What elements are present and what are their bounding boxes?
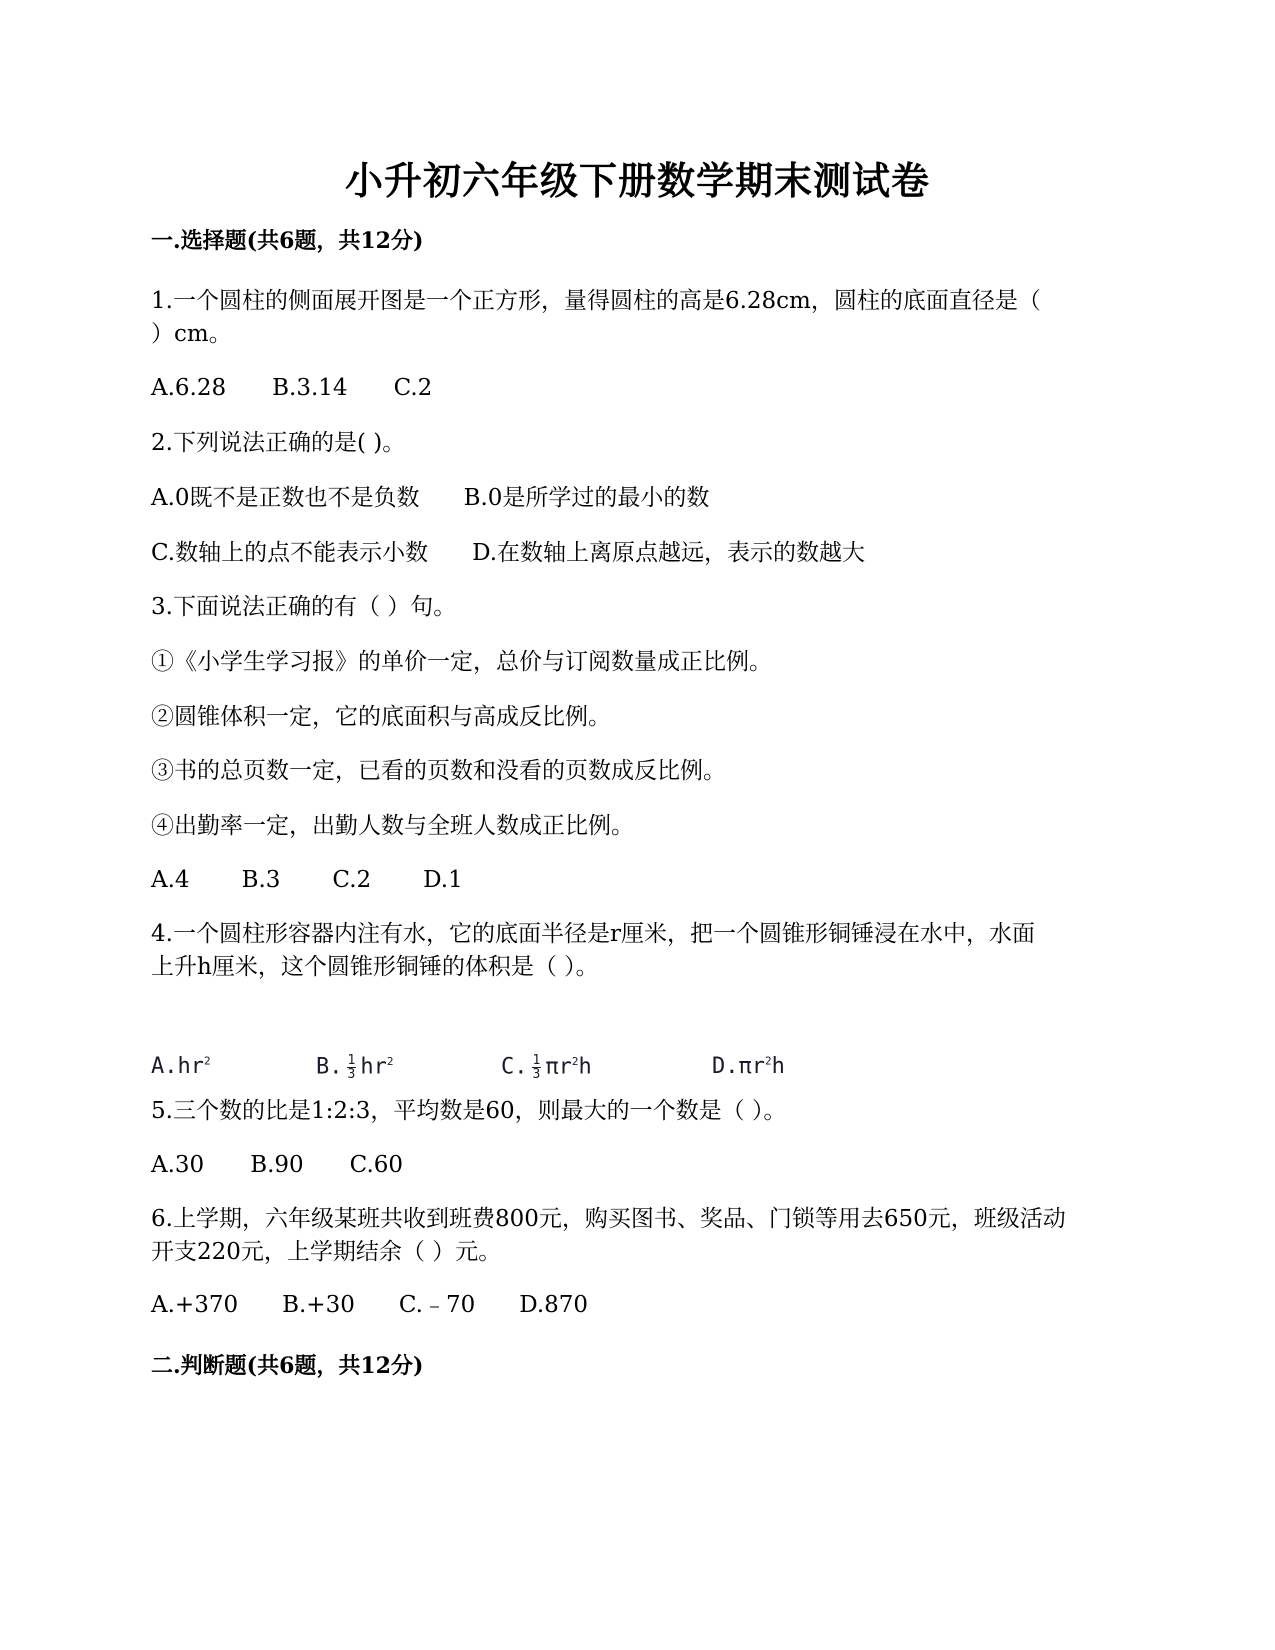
option-c: C.2 bbox=[332, 867, 372, 893]
fraction: $\frac{1}{3}$ bbox=[347, 1053, 356, 1082]
question-4-formula-options bbox=[151, 1048, 911, 1088]
option-d: D.870 bbox=[519, 1292, 589, 1318]
question-4-stem-line1: 4.一个圆柱形容器内注有水，它的底面半径是r厘米，把一个圆锥形铜锤浸在水中，水面 bbox=[151, 921, 1035, 947]
question-1-stem-line2: ）cm。 bbox=[151, 321, 232, 347]
option-d: $D.\pi r^2h$ bbox=[712, 1054, 785, 1079]
option-c: C.60 bbox=[349, 1152, 404, 1178]
option-c: C.2 bbox=[393, 375, 433, 401]
option-a: $A.hr^2$ bbox=[151, 1054, 211, 1079]
option-a: A.30 bbox=[151, 1152, 205, 1178]
section-heading-judgement: 二.判断题(共6题，共12分) bbox=[151, 1353, 424, 1379]
question-4-stem-line2: 上升h厘米，这个圆锥形铜锤的体积是（ ）。 bbox=[151, 954, 599, 980]
option-d: D.在数轴上离原点越远，表示的数越大 bbox=[472, 540, 866, 566]
question-2-stem: 2.下列说法正确的是( )。 bbox=[151, 430, 406, 456]
question-5-stem: 5.三个数的比是1:2:3，平均数是60，则最大的一个数是（ ）。 bbox=[151, 1098, 787, 1124]
question-2-options-row2 bbox=[151, 537, 1126, 570]
option-d: D.1 bbox=[423, 867, 463, 893]
option-b: B.90 bbox=[250, 1152, 304, 1178]
question-3-item-4: ④出勤率一定，出勤人数与全班人数成正比例。 bbox=[151, 813, 634, 839]
option-a: A.0既不是正数也不是负数 bbox=[151, 485, 420, 511]
option-b: B. $\frac{1}{3}$ $hr^2$ bbox=[316, 1053, 394, 1082]
question-6-stem-line1: 6.上学期，六年级某班共收到班费800元，购买图书、奖品、门锁等用去650元，班级活动 bbox=[151, 1206, 1066, 1232]
question-1-options bbox=[151, 372, 1126, 405]
question-6-options bbox=[151, 1289, 1126, 1322]
option-a: A.+370 bbox=[151, 1292, 239, 1318]
question-3-item-2: ②圆锥体积一定，它的底面积与高成反比例。 bbox=[151, 704, 611, 730]
option-c: C.﹣70 bbox=[398, 1292, 476, 1318]
option-b: B.0是所学过的最小的数 bbox=[463, 485, 710, 511]
option-b: B.3.14 bbox=[272, 375, 348, 401]
question-5-options bbox=[151, 1149, 1126, 1182]
fraction: $\frac{1}{3}$ bbox=[532, 1053, 541, 1082]
option-a: A.6.28 bbox=[151, 375, 227, 401]
question-2-options-row1 bbox=[151, 482, 1126, 515]
question-3-stem: 3.下面说法正确的有（ ）句。 bbox=[151, 594, 457, 620]
question-1-stem-line1: 1.一个圆柱的侧面展开图是一个正方形，量得圆柱的高是6.28cm，圆柱的底面直径是（ bbox=[151, 288, 1041, 314]
question-3-item-3: ③书的总页数一定，已看的页数和没看的页数成反比例。 bbox=[151, 758, 726, 784]
option-b: B.+30 bbox=[282, 1292, 355, 1318]
option-b: B.3 bbox=[241, 867, 281, 893]
section-heading-choice: 一.选择题(共6题，共12分) bbox=[151, 228, 424, 254]
question-3-item-1: ①《小学生学习报》的单价一定，总价与订阅数量成正比例。 bbox=[151, 649, 772, 675]
question-3-options bbox=[151, 864, 1126, 897]
page-title: 小升初六年级下册数学期末测试卷 bbox=[344, 158, 930, 203]
option-c: C.数轴上的点不能表示小数 bbox=[151, 540, 429, 566]
option-a: A.4 bbox=[151, 867, 190, 893]
question-6-stem-line2: 开支220元，上学期结余（ ）元。 bbox=[151, 1239, 502, 1265]
option-c: C. $\frac{1}{3}$ $\pi r^2h$ bbox=[501, 1053, 592, 1082]
